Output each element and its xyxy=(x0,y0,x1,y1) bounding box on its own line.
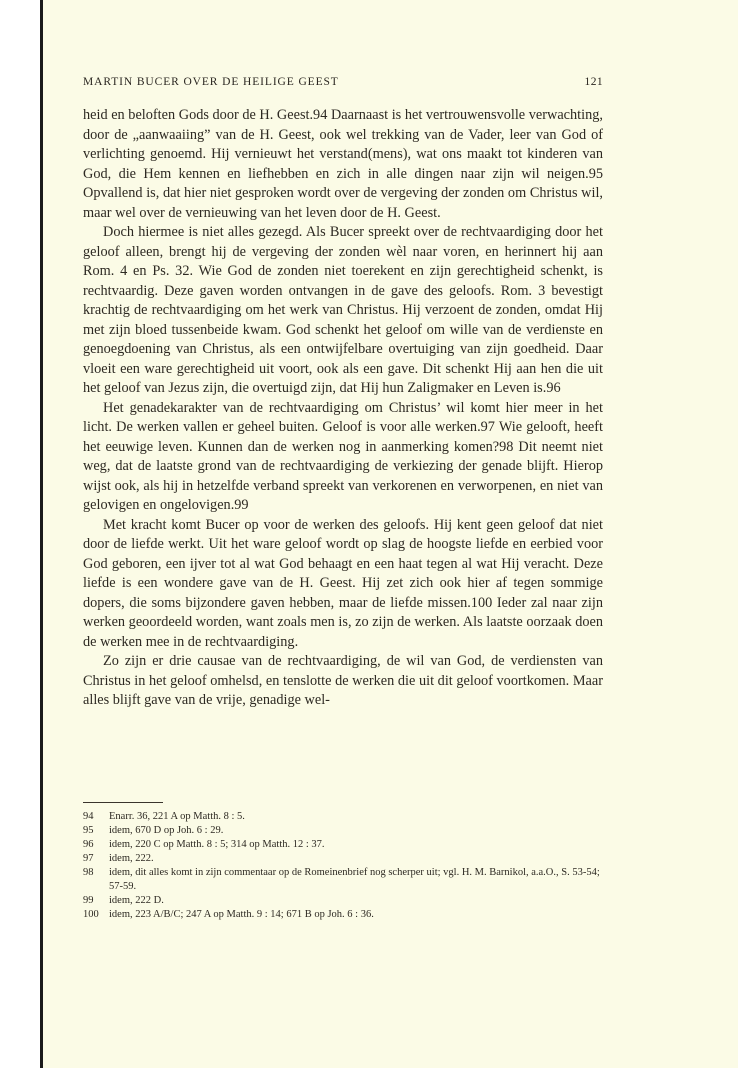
footnote-number: 95 xyxy=(83,825,94,836)
footnote-text: idem, dit alles komt in zijn commentaar op de Romeinenbrief nog scherper uit; vgl. H. M. Barnikol, a.a.O., S. 53-54; 57-59. xyxy=(109,867,600,892)
running-header xyxy=(83,76,603,94)
footnote-divider xyxy=(83,802,163,803)
footnote-number: 96 xyxy=(83,839,94,850)
footnote xyxy=(83,908,603,922)
body-text xyxy=(83,106,603,711)
footnote-number: 97 xyxy=(83,853,94,864)
paragraph: Doch hiermee is niet alles gezegd. Als Bucer spreekt over de rechtvaardiging door het geloof alleen, brengt hij de vergeving der zonden wèl naar voren, en herinnert hij aan Rom. 4 en Ps. 32. Wie God de zonden niet toerekent en zijn gerechtigheid schenkt, is rechtvaardig. Deze gaven worden ontvangen in de gave des geloofs. Rom. 3 bevestigt krachtig de rechtvaardiging om het werk van Christus. Hij verzoent de zonden, omdat Hij met zijn bloed tussenbeide kwam. God schenkt het geloof om wille van de verdienste en genoegdoening van Christus, als een ontwijfelbare overtuiging van zijn goedheid. Daar vloeit een ware gerechtigheid uit voort, ook als een gave. Dit schenkt Hij aan hen die uit het geloof van Jezus zijn, die overtuigd zijn, dat Hij hun Zaligmaker en Leven is.96 xyxy=(83,224,603,396)
paragraph: heid en beloften Gods door de H. Geest.94 Daarnaast is het vertrouwensvolle verwachting, door de „aanwaaiing” van de H. Geest, ook wel trekking van de Vader, leer van God of verlichting genoemd. Hij vernieuwt het verstand(mens), wat ons maakt tot kinderen van God, die Hem kennen en liefhebben en zich in alle dingen naar zijn wil neigen.95 Opvallend is, dat hier niet gesproken wordt over de vergeving der zonden om Christus wil, maar wel over de vernieuwing van het leven door de H. Geest. xyxy=(83,107,603,221)
footnote-text: idem, 222 D. xyxy=(109,895,164,906)
footnote xyxy=(83,894,603,908)
footnote-text: idem, 222. xyxy=(109,853,154,864)
footnote-text: idem, 670 D op Joh. 6 : 29. xyxy=(109,825,224,836)
page-number: 121 xyxy=(584,76,603,88)
footnote-number: 94 xyxy=(83,811,94,822)
footnote-number: 100 xyxy=(83,909,99,920)
footnote xyxy=(83,838,603,852)
footnote-number: 98 xyxy=(83,867,94,878)
paragraph: Met kracht komt Bucer op voor de werken des geloofs. Hij kent geen geloof dat niet door de liefde werkt. Uit het ware geloof wordt op slag de hoogste liefde en eerbied voor God geboren, een ijver tot al wat God behaagt en een haat tegen al wat Hij veracht. Deze liefde is een wondere gave van de H. Geest. Hij zet zich ook hier af tegen sommige dopers, die soms bijzondere gaven hebben, maar de liefde missen.100 Ieder zal naar zijn werken geoordeeld worden, want zoals men is, zo zijn de werken. Als laatste oorzaak doen de werken mee in de rechtvaardiging. xyxy=(83,516,603,650)
paragraph: Het genadekarakter van de rechtvaardiging om Christus’ wil komt hier meer in het licht. De werken vallen er geheel buiten. Geloof is voor alle werken.97 Wie gelooft, heeft het eeuwige leven. Kunnen dan de werken nog in aanmerking komen?98 Dit neemt niet weg, dat de laatste grond van de rechtvaardiging de verkiezing der genade blijft. Hierop wijst ook, als hij in hetzelfde verband spreekt van verkorenen en verworpenen, en niet van gelovigen en ongelovigen.99 xyxy=(83,399,603,513)
footnote xyxy=(83,852,603,866)
footnote xyxy=(83,824,603,838)
footnote xyxy=(83,866,603,894)
footnote xyxy=(83,810,603,824)
paragraph: Zo zijn er drie causae van de rechtvaardiging, de wil van God, de verdiensten van Christus in het geloof omhelsd, en tenslotte de werken die uit dit geloof voortkomen. Maar alles blijft gave van de vrije, genadige wel- xyxy=(83,653,603,708)
footnote-number: 99 xyxy=(83,895,94,906)
running-title: MARTIN BUCER OVER DE HEILIGE GEEST xyxy=(83,76,339,88)
footnote-text: idem, 220 C op Matth. 8 : 5; 314 op Matth. 12 : 37. xyxy=(109,839,325,850)
footnote-text: idem, 223 A/B/C; 247 A op Matth. 9 : 14; 671 B op Joh. 6 : 36. xyxy=(109,909,374,920)
footnote-text: Enarr. 36, 221 A op Matth. 8 : 5. xyxy=(109,811,245,822)
footnotes xyxy=(83,810,603,922)
